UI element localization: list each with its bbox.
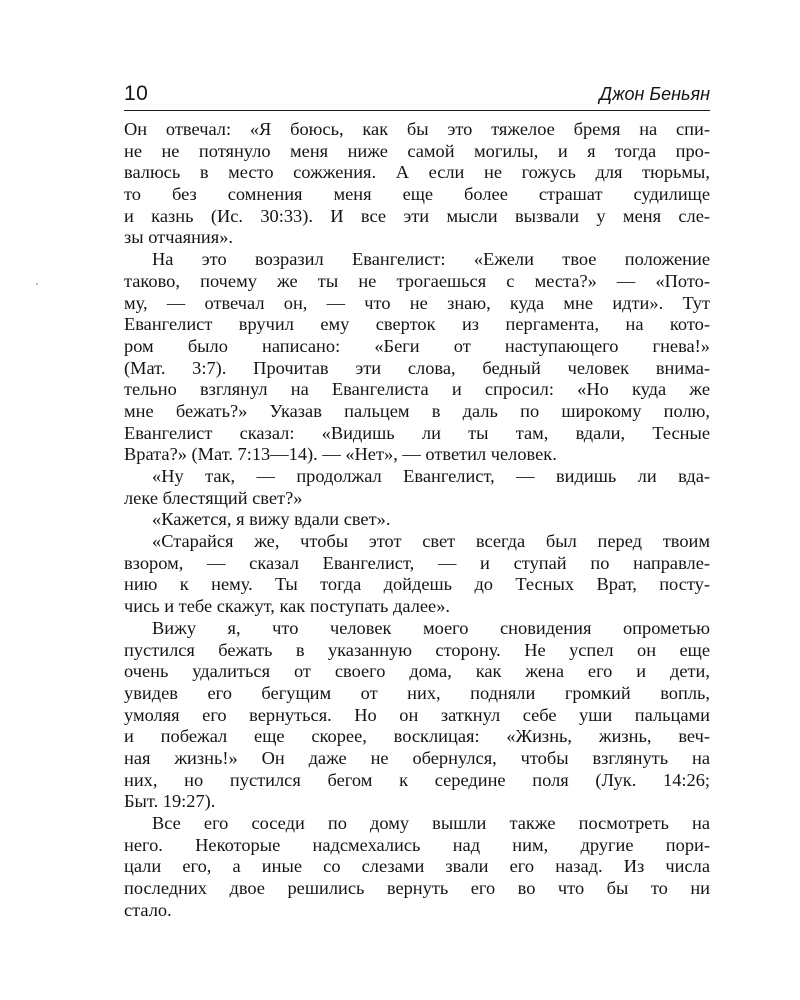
text-line: му, — отвечал он, — что не знаю, куда мне идти». Тут — [124, 292, 710, 313]
text-line: «Старайся же, чтобы этот свет всегда был перед твоим — [152, 531, 710, 552]
text-line: Евангелист сказал: «Видишь ли ты там, вдали, Тесные — [124, 422, 710, 443]
text-line: него. Некоторые надсмехались над ним, другие пори- — [124, 834, 710, 855]
text-line: леке блестящий свет?» — [124, 487, 303, 508]
text-line: «Кажется, я вижу вдали свет». — [152, 509, 391, 530]
text-line: Все его соседи по дому вышли также посмотреть на — [152, 813, 710, 833]
text-line: нию к нему. Ты тогда дойдешь до Тесных Врат, посту- — [124, 574, 710, 595]
text-line: взором, — сказал Евангелист, — и ступай по направле- — [124, 552, 710, 573]
text-line: пустился бежать в указанную сторону. Не успел он еще — [124, 639, 710, 660]
running-head-author: Джон Беньян — [599, 84, 710, 104]
text-line: зы отчаяния». — [124, 227, 234, 248]
text-line: увидев его бегущим от них, подняли громкий вопль, — [124, 682, 710, 703]
text-line: валюсь в место сожжения. А если не гожусь для тюрьмы, — [124, 162, 710, 183]
text-line: чись и тебе скажут, как поступать далее». — [124, 596, 451, 617]
text-line: стало. — [124, 899, 172, 920]
text-line: не не потянуло меня ниже самой могилы, и я тогда про- — [124, 140, 710, 161]
text-line: и казнь (Ис. 30:33). И все эти мысли вызвали у меня сле- — [124, 205, 710, 226]
header-rule — [124, 110, 710, 111]
text-line: то без сомнения меня еще более страшат судилище — [124, 184, 710, 205]
text-line: На это возразил Евангелист: «Ежели твое положение — [152, 249, 710, 270]
text-line: Врата?» (Мат. 7:13—14). — «Нет», — ответил человек. — [124, 444, 557, 465]
text-line: ром было написано: «Беги от наступающего гнева!» — [124, 335, 710, 356]
text-line: тельно взглянул на Евангелиста и спросил: «Но куда же — [124, 379, 710, 400]
text-line: и побежал еще скорее, восклицая: «Жизнь, жизнь, веч- — [124, 726, 710, 747]
scan-speck — [36, 283, 38, 285]
page-number: 10 — [124, 82, 149, 105]
text-line: ная жизнь!» Он даже не обернулся, чтобы взглянуть на — [124, 747, 710, 768]
text-line: них, но пустился бегом к середине поля (Лук. 14:26; — [124, 769, 710, 790]
text-line: таково, почему же ты не трогаешься с места?» — «Пото- — [124, 270, 710, 291]
text-line: Евангелист вручил ему сверток из пергамента, на кото- — [124, 314, 710, 335]
text-line: Быт. 19:27). — [124, 791, 216, 812]
text-line: Вижу я, что человек моего сновидения опрометью — [152, 617, 710, 638]
text-line: очень удалиться от своего дома, как жена его и дети, — [124, 661, 710, 682]
text-line: Он отвечал: «Я боюсь, как бы это тяжелое бремя на спи- — [124, 119, 710, 139]
text-line: последних двое решились вернуть его во что бы то ни — [124, 878, 710, 899]
text-line: «Ну так, — продолжал Евангелист, — видишь ли вда- — [152, 466, 710, 486]
text-line: цали его, а иные со слезами звали его назад. Из числа — [124, 856, 710, 877]
page-header — [124, 82, 710, 106]
text-line: умоляя его вернуться. Но он заткнул себе уши пальцами — [124, 704, 710, 725]
text-line: (Мат. 3:7). Прочитав эти слова, бедный человек внима- — [124, 357, 710, 378]
body-text — [124, 119, 710, 921]
text-line: мне бежать?» Указав пальцем в даль по широкому полю, — [124, 400, 710, 421]
